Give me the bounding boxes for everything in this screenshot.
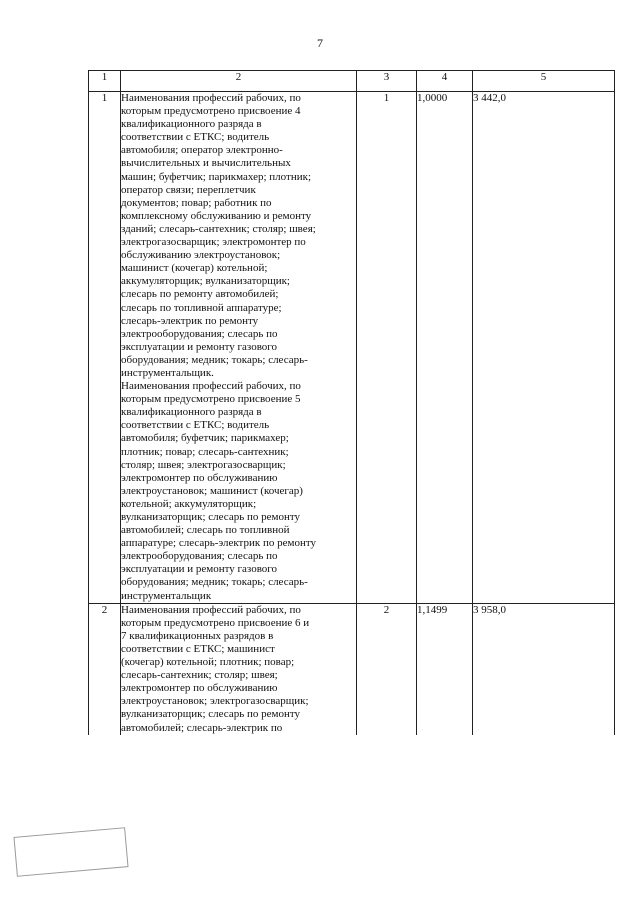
description-line: слесарь-сантехник; столяр; швея;	[121, 669, 278, 682]
description-line: вычислительных и вычислительных	[121, 157, 291, 170]
description-line: 7 квалификационных разрядов в	[121, 629, 274, 642]
description-line: автомобилей; слесарь по топливной	[121, 524, 290, 537]
description-line: оборудования; медник; токарь; слесарь-	[121, 576, 308, 589]
row-number: 2	[89, 603, 121, 734]
description-line: автомобиля; оператор электронно-	[121, 144, 283, 157]
description-line: обслуживанию электроустановок;	[121, 249, 281, 262]
page-number: 7	[317, 36, 323, 50]
coefficient: 1,0000	[417, 92, 473, 604]
description-line: электрооборудования; слесарь по	[121, 550, 278, 563]
column-header: 5	[473, 71, 615, 92]
description-line: слесарь по топливной аппаратуре;	[121, 301, 282, 314]
group-number: 2	[357, 603, 417, 734]
column-header: 3	[357, 71, 417, 92]
description-line: электроустановок; электрогазосварщик;	[121, 695, 309, 708]
description-lines	[121, 604, 356, 735]
description-line: Наименования профессий рабочих, по	[121, 92, 301, 104]
table-row	[89, 603, 615, 734]
description-line: оператор связи; переплетчик	[121, 183, 256, 196]
description-line: которым предусмотрено присвоение 5	[121, 393, 301, 406]
group-number: 1	[357, 92, 417, 604]
description-line: электромонтер по обслуживанию	[121, 471, 278, 484]
description-line: вулканизаторщик; слесарь по ремонту	[121, 511, 300, 523]
column-header: 1	[89, 71, 121, 92]
column-header: 4	[417, 71, 473, 92]
description-line: плотник; повар; слесарь-сантехник;	[121, 445, 289, 458]
profession-description	[121, 603, 357, 734]
description-line: эксплуатации и ремонту газового	[121, 340, 278, 353]
description-line: вулканизаторщик; слесарь по ремонту	[121, 708, 300, 721]
description-line: электрооборудования; слесарь по	[121, 327, 278, 340]
description-line: электрогазосварщик; электромонтер по	[121, 236, 306, 249]
table-header-row	[89, 71, 615, 92]
description-line: соответствии с ЕТКС; машинист	[121, 642, 275, 655]
description-line: автомобиля; буфетчик; парикмахер;	[121, 432, 289, 445]
salary-table	[88, 70, 615, 735]
description-line: которым предусмотрено присвоение 4	[121, 105, 301, 118]
description-line: аппаратуре; слесарь-электрик по ремонту	[121, 537, 316, 550]
row-number: 1	[89, 92, 121, 604]
description-line: Наименования профессий рабочих, по	[121, 380, 301, 393]
description-line: которым предусмотрено присвоение 6 и	[121, 616, 310, 629]
description-line: эксплуатации и ремонту газового	[121, 563, 278, 576]
salary-amount: 3 442,0	[473, 92, 615, 604]
description-line: квалификационного разряда в	[121, 118, 262, 131]
description-line: Наименования профессий рабочих, по	[121, 603, 301, 616]
salary-amount: 3 958,0	[473, 603, 615, 734]
description-line: машинист (кочегар) котельной;	[121, 262, 268, 275]
description-line: автомобилей; слесарь-электрик по	[121, 721, 283, 734]
description-line: машин; буфетчик; парикмахер; плотник;	[121, 170, 312, 183]
column-header: 2	[121, 71, 357, 92]
description-line: комплексному обслуживанию и ремонту	[121, 209, 312, 222]
description-line: котельной; аккумуляторщик;	[121, 497, 257, 510]
description-line: электромонтер по обслуживанию	[121, 682, 278, 695]
description-lines	[121, 92, 356, 603]
description-line: слесарь по ремонту автомобилей;	[121, 288, 279, 301]
copy-stamp	[13, 827, 128, 877]
profession-description	[121, 92, 357, 604]
description-line: квалификационного разряда в	[121, 406, 262, 419]
description-line: аккумуляторщик; вулканизаторщик;	[121, 275, 290, 288]
description-line: оборудования; медник; токарь; слесарь-	[121, 353, 308, 366]
description-line: инструментальщик.	[121, 366, 214, 379]
description-line: слесарь-электрик по ремонту	[121, 314, 259, 327]
description-line: соответствии с ЕТКС; водитель	[121, 131, 270, 144]
description-line: столяр; швея; электрогазосварщик;	[121, 458, 286, 471]
description-line: документов; повар; работник по	[121, 196, 272, 209]
description-line: соответствии с ЕТКС; водитель	[121, 419, 270, 432]
description-line: электроустановок; машинист (кочегар)	[121, 484, 303, 497]
description-line: (кочегар) котельной; плотник; повар;	[121, 656, 295, 669]
coefficient: 1,1499	[417, 603, 473, 734]
table-row	[89, 92, 615, 604]
description-line: инструментальщик	[121, 589, 212, 602]
description-line: зданий; слесарь-сантехник; столяр; швея;	[121, 222, 316, 235]
